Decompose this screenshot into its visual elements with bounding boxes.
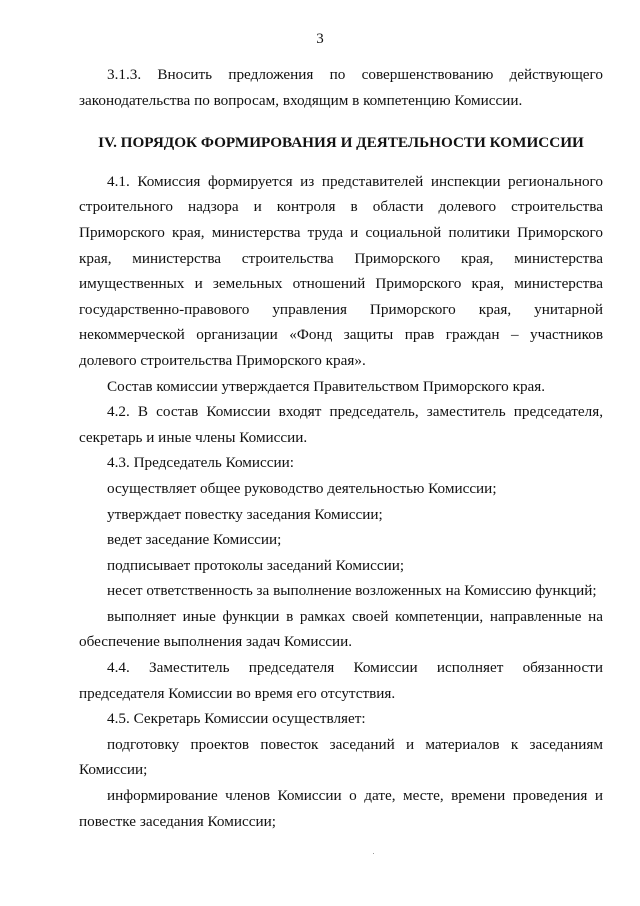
paragraph-4-3-f: выполняет иные функции в рамках своей компетенции, направленные на обеспечение выполнения задач Комиссии. [79, 607, 603, 651]
paragraph-4-5: 4.5. Секретарь Комиссии осуществляет: [107, 710, 366, 728]
paragraph-4-3-a: осуществляет общее руководство деятельностью Комиссии; [107, 479, 497, 497]
paragraph-4-3-b: утверждает повестку заседания Комиссии; [107, 505, 383, 523]
paragraph-4-3-e: несет ответственность за выполнение возложенных на Комиссию функций; [107, 582, 597, 600]
paragraph-4-3: 4.3. Председатель Комиссии: [107, 454, 295, 472]
paragraph-4-3-d: подписывает протоколы заседаний Комиссии; [107, 556, 405, 574]
paragraph-composition: Состав комиссии утверждается Правительством Приморского края. [107, 377, 546, 395]
paragraph-4-2: 4.2. В состав Комиссии входят председатель, заместитель председателя, секретарь и иные члены Комиссии. [79, 403, 603, 446]
paragraph-3-1-3: 3.1.3. Вносить предложения по совершенствованию действующего законодательства по вопросам, входящим в компетенцию Комиссии. [79, 66, 603, 109]
paragraph-4-5-a: подготовку проектов повесток заседаний и материалов к заседаниям Комиссии; [79, 735, 603, 779]
paragraph-4-4: 4.4. Заместитель председателя Комиссии исполняет обязанности председателя Комиссии во время его отсутствия. [79, 659, 603, 702]
paragraph-4-3-c: ведет заседание Комиссии; [107, 531, 282, 549]
document-body [79, 62, 603, 834]
page-number: 3 [316, 31, 324, 47]
paragraph-4-1: 4.1. Комиссия формируется из представителей инспекции регионального строительного надзора и контроля в области долевого строительства Приморского края, министерства труда и социальной политики Приморского края, министерства строительства Приморского края, министерства имущественных и земельных отношений Приморского края, министерства государственно-правового управления Приморского края, унитарной некоммерческой организации «Фонд защиты прав граждан – участников долевого строительства Приморского края». [79, 172, 603, 369]
scan-speck [373, 853, 374, 854]
paragraph-4-5-b: информирование членов Комиссии о дате, месте, времени проведения и повестке заседания Комиссии; [79, 787, 603, 830]
section-heading: IV. ПОРЯДОК ФОРМИРОВАНИЯ И ДЕЯТЕЛЬНОСТИ КОМИССИИ [98, 134, 584, 152]
